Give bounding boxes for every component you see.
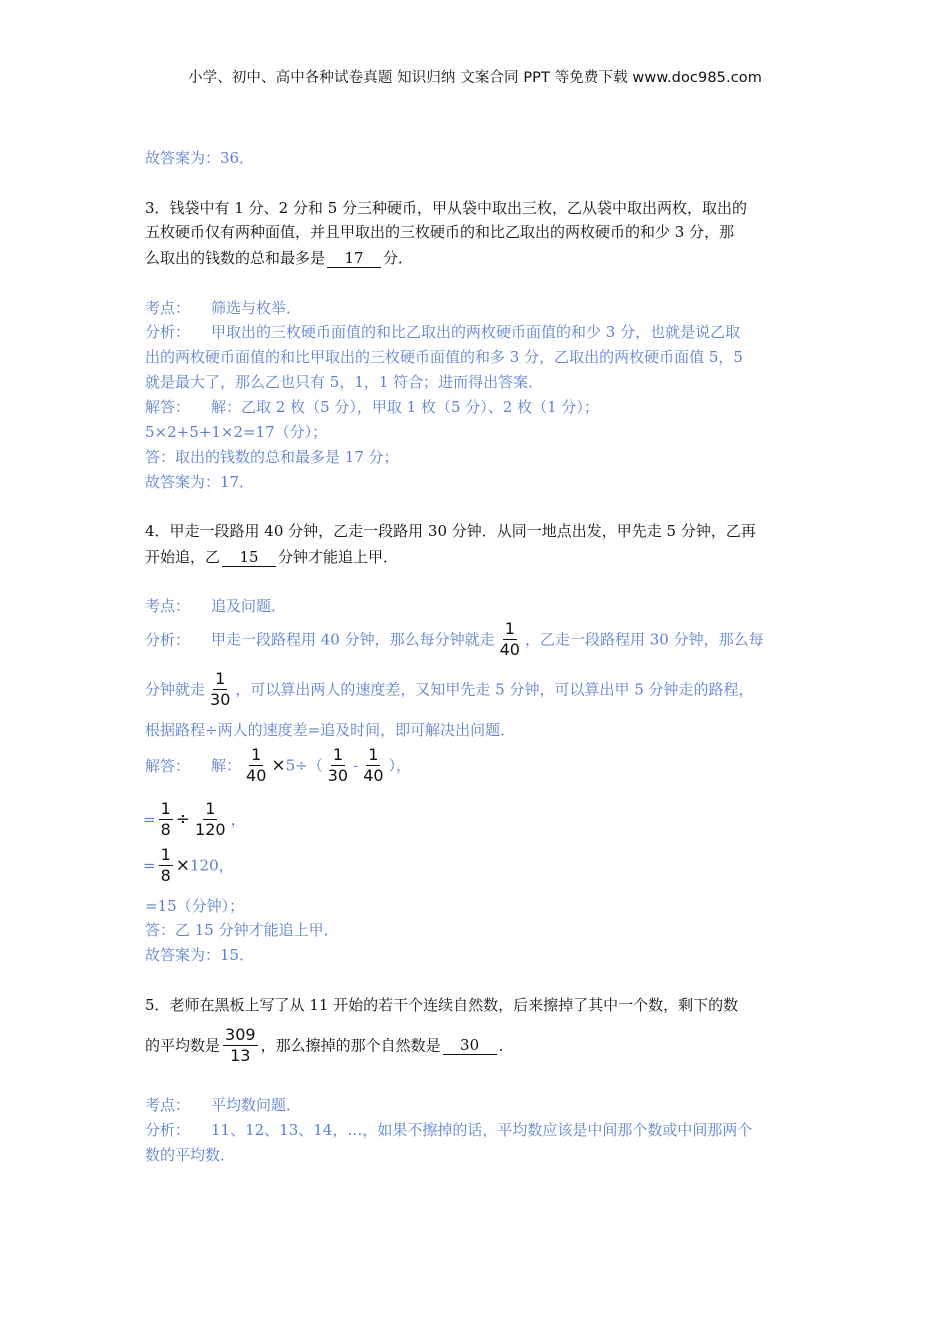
denominator: 8 xyxy=(160,866,171,885)
q3-line3 xyxy=(145,248,413,268)
q4-kaodian-text: 追及问题． xyxy=(211,597,287,615)
q3-answer: 17 xyxy=(327,249,381,268)
times-sign: × xyxy=(271,755,286,776)
numerator: 1 xyxy=(160,799,171,818)
q3-fenxi-1 xyxy=(145,322,740,342)
q5-fenxi-text: 11、12、13、14，…，如果不擦掉的话，平均数应该是中间那个数或中间那两个 xyxy=(211,1121,753,1139)
denominator: 40 xyxy=(363,766,384,785)
q3-jieda-text: 解：乙取 2 枚（5 分），甲取 1 枚（5 分）、2 枚（1 分）； xyxy=(211,398,599,416)
q4-120: 120， xyxy=(190,856,234,875)
fraction-1-120 xyxy=(193,800,228,839)
denominator: 30 xyxy=(210,690,231,709)
numerator: 1 xyxy=(504,619,515,638)
numerator: 1 xyxy=(332,745,344,764)
numerator: 1 xyxy=(251,745,262,764)
q5-line2-tail: ． xyxy=(498,1036,514,1055)
q3-jieda-1 xyxy=(145,397,599,417)
equals-sign: = xyxy=(143,810,156,829)
q4-fenxi2-text: 分钟就走 xyxy=(145,680,206,699)
q5-kaodian-text: 平均数问题． xyxy=(211,1096,302,1114)
q3-line2: 五枚硬币仅有两种面值，并且甲取出的三枚硬币的和比乙取出的两枚硬币的和少 3 分，那 xyxy=(145,223,735,241)
q3-final: 故答案为：17． xyxy=(145,473,255,491)
denominator: 8 xyxy=(160,820,171,839)
q3-jieda-3: 答：取出的钱数的总和最多是 17 分； xyxy=(145,448,399,466)
denominator: 40 xyxy=(499,640,520,659)
q3-line3-tail: 分． xyxy=(383,249,414,267)
q3-line1: 3．钱袋中有 1 分、2 分和 5 分三种硬币，甲从袋中取出三枚，乙从袋中取出两枚，取出的 xyxy=(145,199,748,217)
numerator: 1 xyxy=(368,745,379,764)
q3-kaodian-text: 筛选与枚举． xyxy=(211,299,302,317)
close-paren: ）， xyxy=(388,756,412,775)
q5-line2-mid: ，那么擦掉的那个自然数是 xyxy=(260,1036,441,1055)
q4-line2-text: 开始追，乙 xyxy=(145,548,221,566)
q5-line2 xyxy=(145,1026,514,1065)
fraction-1-30 xyxy=(208,670,232,709)
fraction-1-40 xyxy=(244,746,268,785)
fraction-1-40 xyxy=(498,620,522,659)
q4-jie-text: 解： xyxy=(211,756,242,775)
q4-fenxi-3: 根据路程÷两人的速度差=追及时间，即可解决出问题． xyxy=(145,721,516,739)
q4-jieda-4: =15（分钟）； xyxy=(145,897,245,915)
q4-jieda-1 xyxy=(145,746,411,785)
q4-line2-tail: 分钟才能追上甲． xyxy=(278,548,399,566)
fraction-1-40 xyxy=(361,746,385,785)
fraction-1-8 xyxy=(159,800,173,839)
equals-sign: = xyxy=(143,856,156,875)
q5-line2-text: 的平均数是 xyxy=(145,1036,221,1055)
q5-fenxi-1 xyxy=(145,1120,752,1140)
numerator: 1 xyxy=(215,669,226,688)
q5-kaodian xyxy=(145,1095,301,1115)
fraction-1-8 xyxy=(159,846,173,885)
fenxi-label: 分析： xyxy=(145,323,191,341)
q3-fenxi-2: 出的两枚硬币面值的和比甲取出的三枚硬币面值的和多 3 分，乙取出的两枚硬币面值 5，5 xyxy=(145,348,743,366)
q3-kaodian xyxy=(145,298,301,318)
q4-answer: 15 xyxy=(222,548,276,567)
comma: ， xyxy=(230,810,246,829)
numerator: 309 xyxy=(225,1025,256,1044)
denominator: 40 xyxy=(246,766,267,785)
fraction-309-13 xyxy=(223,1026,258,1065)
denominator: 13 xyxy=(230,1046,251,1065)
q4-fenxi-text: 甲走一段路程用 40 分钟，那么每分钟就走 xyxy=(211,630,495,649)
q4-jieda-3 xyxy=(143,846,234,885)
denominator: 120 xyxy=(195,820,226,839)
q4-fenxi-text-2: ，乙走一段路程用 30 分钟，那么每 xyxy=(524,630,764,649)
fenxi-label: 分析： xyxy=(145,630,191,649)
fraction-1-30 xyxy=(326,746,350,785)
q4-final: 故答案为：15． xyxy=(145,946,255,964)
q3-jieda-2: 5×2+5+1×2=17（分）； xyxy=(145,423,328,441)
denominator: 30 xyxy=(327,766,349,785)
numerator: 1 xyxy=(205,799,216,818)
prev-final-answer: 故答案为：36． xyxy=(145,149,255,167)
q3-fenxi-3: 就是最大了，那么乙也只有 5，1，1 符合；进而得出答案． xyxy=(145,373,544,391)
kaodian-label: 考点： xyxy=(145,299,191,317)
q5-line1: 5．老师在黑板上写了从 11 开始的若干个连续自然数，后来擦掉了其中一个数，剩下的数 xyxy=(145,996,739,1014)
divide-sign: ÷ xyxy=(175,809,191,830)
numerator: 1 xyxy=(160,845,171,864)
q4-fenxi-2 xyxy=(145,670,754,709)
q4-line2 xyxy=(145,547,398,567)
kaodian-label: 考点： xyxy=(145,597,191,615)
minus-sign: - xyxy=(353,756,359,775)
jieda-label: 解答： xyxy=(145,398,191,416)
q5-fenxi-2: 数的平均数． xyxy=(145,1146,236,1164)
q3-line3-text: 么取出的钱数的总和最多是 xyxy=(145,249,326,267)
fenxi-label: 分析： xyxy=(145,1121,191,1139)
q4-da: 答：乙 15 分钟才能追上甲． xyxy=(145,921,339,939)
q4-five-div: 5÷（ xyxy=(285,756,323,775)
q4-fenxi2-text-2: ，可以算出两人的速度差，又知甲先走 5 分钟，可以算出甲 5 分钟走的路程， xyxy=(235,680,754,699)
page-header: 小学、初中、高中各种试卷真题 知识归纳 文案合同 PPT 等免费下载 www.doc985.com xyxy=(188,70,762,86)
q4-line1: 4．甲走一段路用 40 分钟，乙走一段路用 30 分钟．从同一地点出发，甲先走 5 分钟，乙再 xyxy=(145,522,756,540)
q4-kaodian xyxy=(145,596,286,616)
q3-fenxi-text: 甲取出的三枚硬币面值的和比乙取出的两枚硬币面值的和少 3 分，也就是说乙取 xyxy=(211,323,741,341)
q4-fenxi-1 xyxy=(145,620,764,659)
kaodian-label: 考点： xyxy=(145,1096,191,1114)
q5-answer: 30 xyxy=(443,1036,497,1055)
times-sign: × xyxy=(175,855,191,876)
jieda-label: 解答： xyxy=(145,756,191,775)
q4-jieda-2 xyxy=(143,800,246,839)
